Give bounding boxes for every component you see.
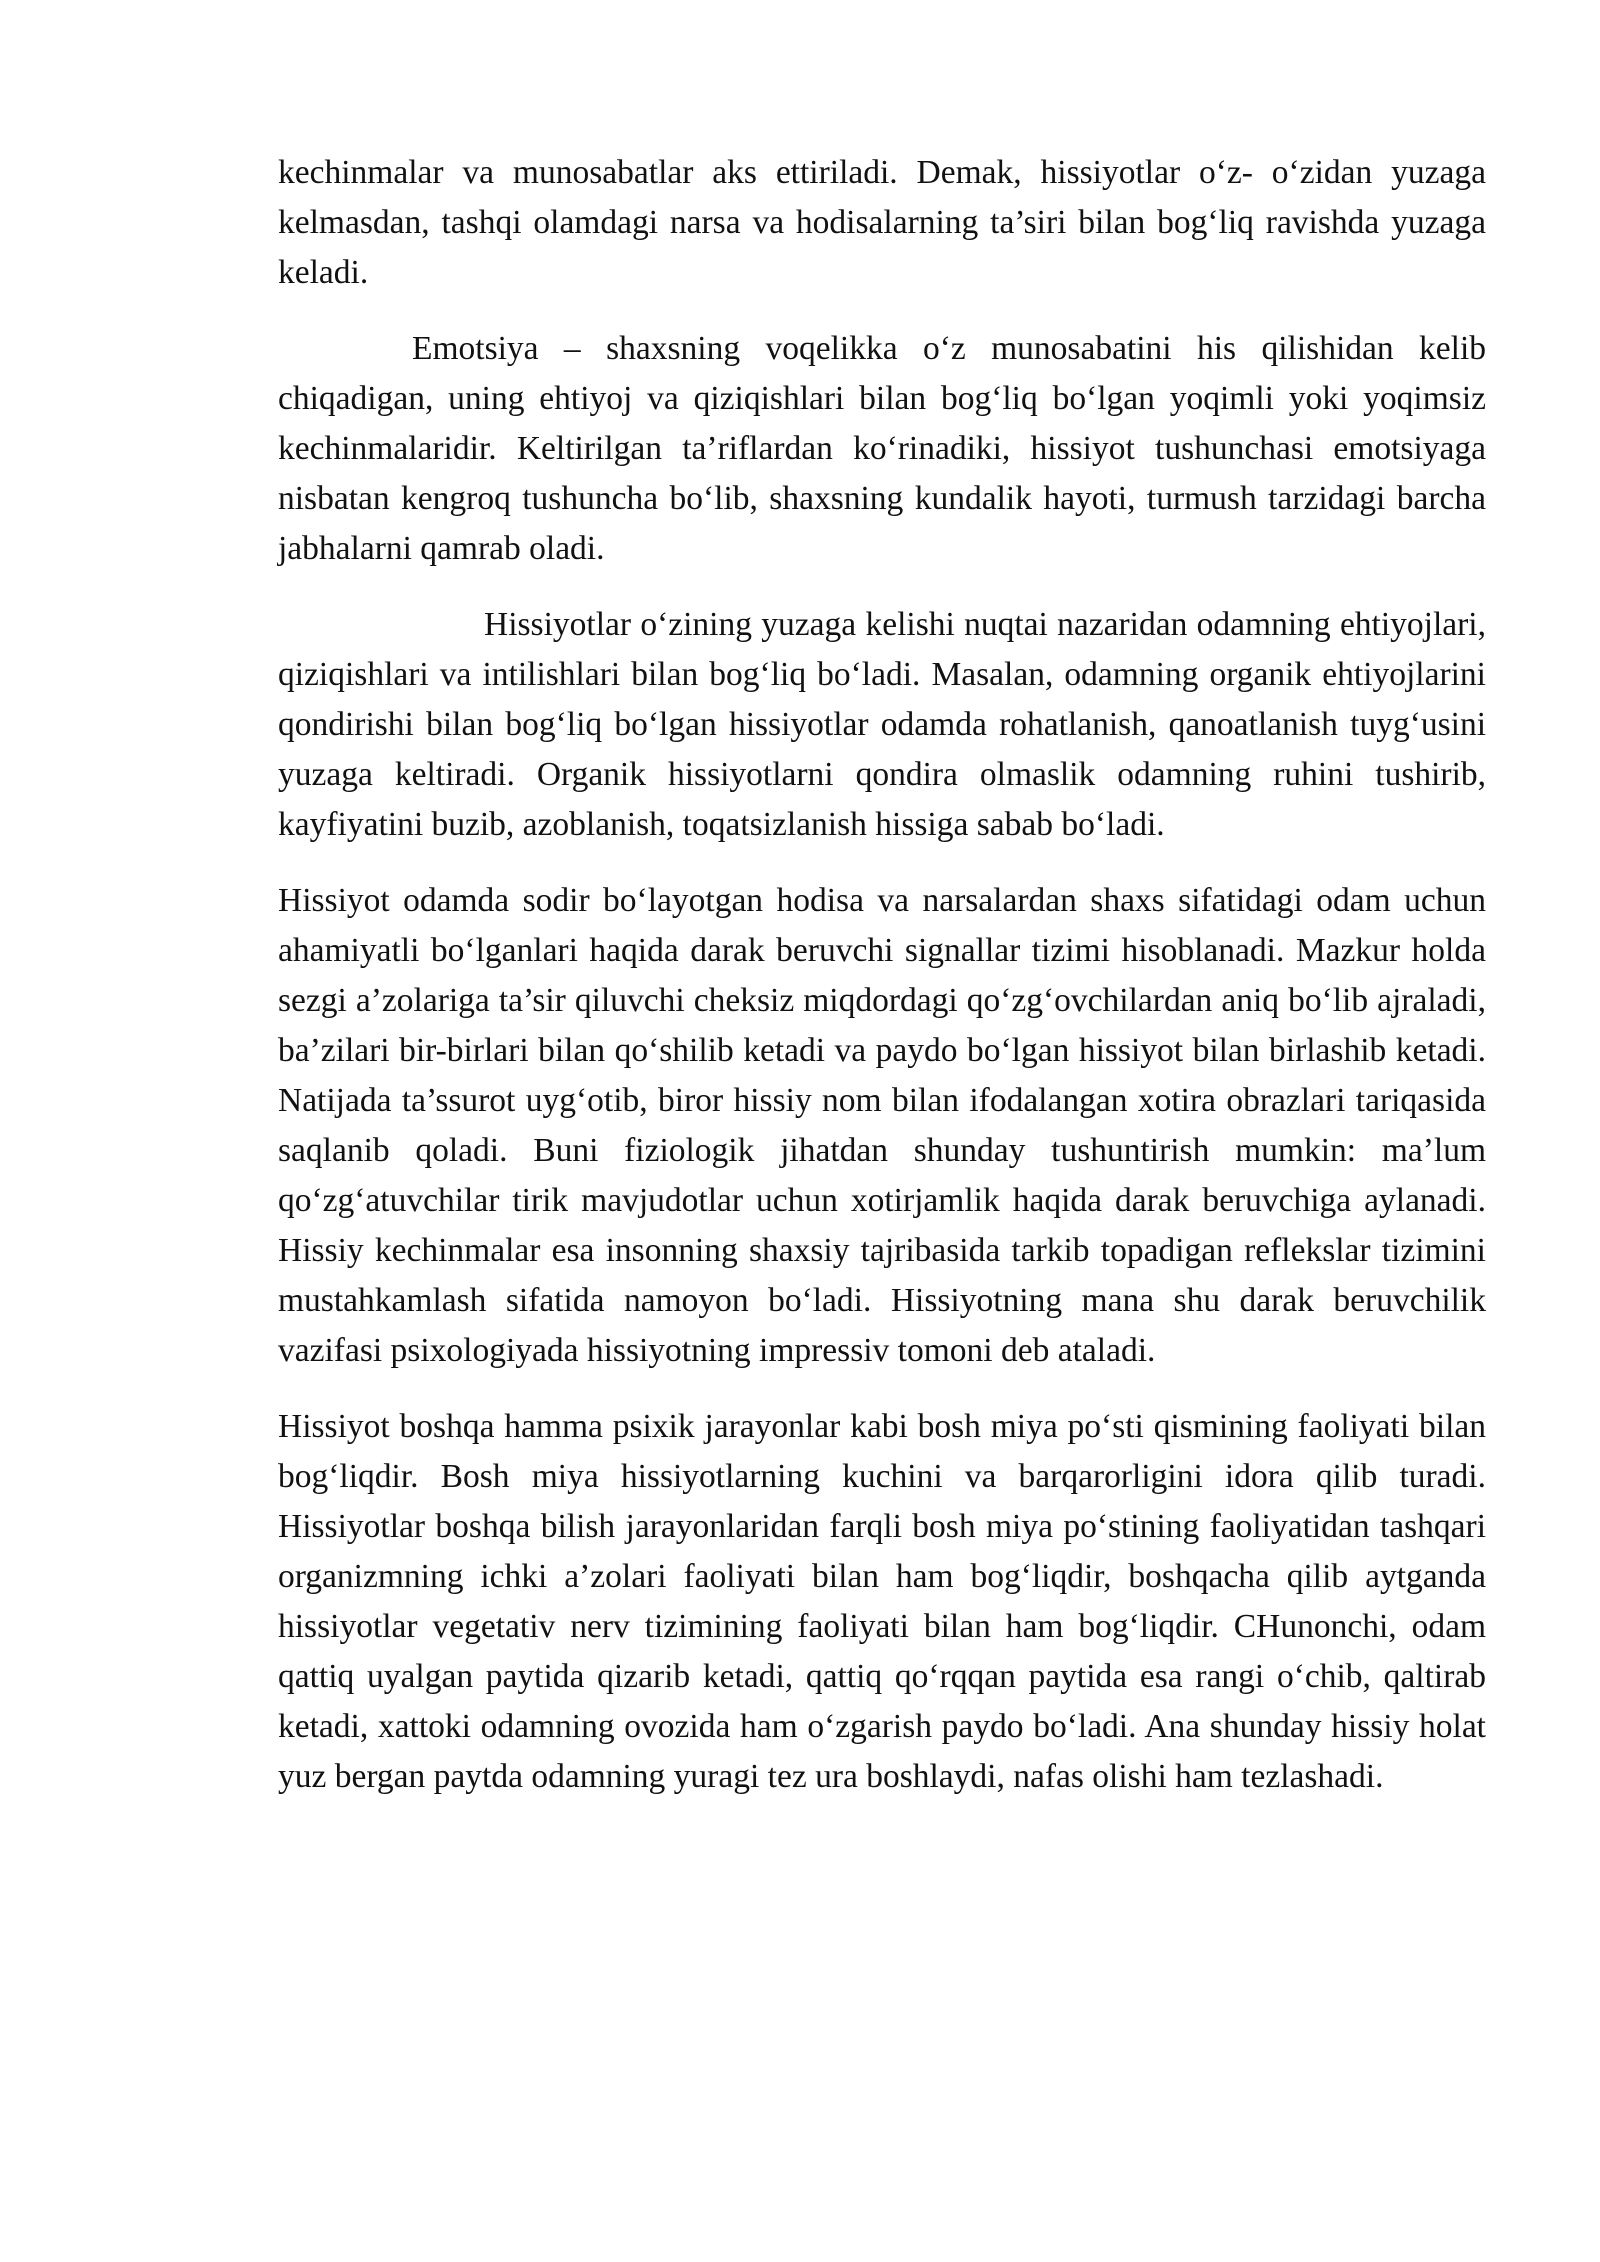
paragraph-emotion-definition: Emotsiya – shaxsning voqelikka o‘z munosabatini his qilishidan kelib chiqadigan, uning ehtiyoj va qiziqishlari bilan bog‘liq bo‘lgan yoqimli yoki yoqimsiz kechinmalaridir. Keltirilgan ta’riflardan ko‘rinadiki, hissiyot tushunchasi emotsiyaga nisbatan kengroq tushuncha bo‘lib, shaxsning kundalik hayoti, turmush tarzidagi barcha jabhalarni qamrab oladi. (278, 330, 1486, 567)
document-page (278, 148, 1486, 1828)
paragraph-continuation: kechinmalar va munosabatlar aks ettiriladi. Demak, hissiyotlar o‘z- o‘zidan yuzaga kelmasdan, tashqi olamdagi narsa va hodisalarning ta’siri bilan bog‘liq ravishda yuzaga keladi. (278, 154, 1486, 291)
paragraph-signal-system: Hissiyot odamda sodir bo‘layotgan hodisa va narsalardan shaxs sifatidagi odam uchun ahamiyatli bo‘lganlari haqida darak beruvchi signallar tizimi hisoblanadi. Mazkur holda sezgi a’zolariga ta’sir qiluvchi cheksiz miqdordagi qo‘zg‘ovchilardan aniq bo‘lib ajraladi, ba’zilari bir-birlari bilan qo‘shilib ketadi va paydo bo‘lgan hissiyot bilan birlashib ketadi. Natijada ta’ssurot uyg‘otib, biror hissiy nom bilan ifodalangan xotira obrazlari tariqasida saqlanib qoladi. Buni fiziologik jihatdan shunday tushuntirish mumkin: ma’lum qo‘zg‘atuvchilar tirik mavjudotlar uchun xotirjamlik haqida darak beruvchiga aylanadi. Hissiy kechinmalar esa insonning shaxsiy tajribasida tarkib topadigan reflekslar tizimini mustahkamlash sifatida namoyon bo‘ladi. Hissiyotning mana shu darak beruvchilik vazifasi psixologiyada hissiyotning impressiv tomoni deb ataladi. (278, 882, 1486, 1369)
paragraph-brain-activity: Hissiyot boshqa hamma psixik jarayonlar kabi bosh miya po‘sti qismining faoliyati bilan bog‘liqdir. Bosh miya hissiyotlarning kuchini va barqarorligini idora qilib turadi. Hissiyotlar boshqa bilish jarayonlaridan farqli bosh miya po‘stining faoliyatidan tashqari organizmning ichki a’zolari faoliyati bilan ham bog‘liqdir, boshqacha qilib aytganda hissiyotlar vegetativ nerv tizimining faoliyati bilan ham bog‘liqdir. CHunonchi, odam qattiq uyalgan paytida qizarib ketadi, qattiq qo‘rqqan paytida esa rangi o‘chib, qaltirab ketadi, xattoki odamning ovozida ham o‘zgarish paydo bo‘ladi. Ana shunday hissiy holat yuz bergan paytda odamning yuragi tez ura boshlaydi, nafas olishi ham tezlashadi. (278, 1408, 1486, 1795)
paragraph-needs: Hissiyotlar o‘zining yuzaga kelishi nuqtai nazaridan odamning ehtiyojlari, qiziqishlari va intilishlari bilan bog‘liq bo‘ladi. Masalan, odamning organik ehtiyojlarini qondirishi bilan bog‘liq bo‘lgan hissiyotlar odamda rohatlanish, qanoatlanish tuyg‘usini yuzaga keltiradi. Organik hissiyotlarni qondira olmaslik odamning ruhini tushirib, kayfiyatini buzib, azoblanish, toqatsizlanish hissiga sabab bo‘ladi. (278, 606, 1486, 843)
